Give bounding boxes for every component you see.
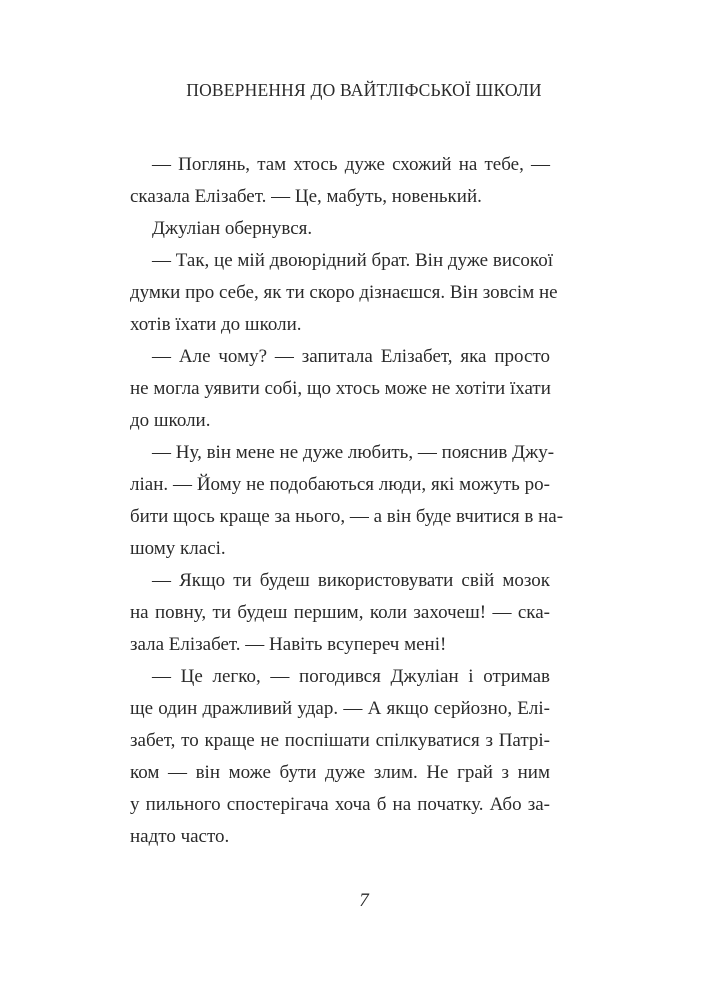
text-line: ліан. — Йому не подобаються люди, які можуть ро- xyxy=(130,474,550,495)
running-head: ПОВЕРНЕННЯ ДО ВАЙТЛІФСЬКОЇ ШКОЛИ xyxy=(186,80,542,100)
text-line: ком — він може бути дуже злим. Не грай з ним xyxy=(130,762,550,783)
text-line: — Якщо ти будеш використовувати свій мозок xyxy=(152,570,550,591)
text-line: сказала Елізабет. — Це, мабуть, новенький. xyxy=(130,186,482,207)
text-line: — Поглянь, там хтось дуже схожий на тебе, — xyxy=(152,154,550,175)
text-line: хотів їхати до школи. xyxy=(130,314,302,335)
text-line: — Ну, він мене не дуже любить, — пояснив Джу- xyxy=(152,442,555,463)
text-line: — Так, це мій двоюрідний брат. Він дуже високої xyxy=(152,250,553,271)
text-line: ще один дражливий удар. — А якщо серйозно, Елі- xyxy=(130,698,550,719)
text-line: у пильного спостерігача хоча б на початку. Або за- xyxy=(130,794,550,815)
text-line: шому класі. xyxy=(130,538,226,559)
text-line: надто часто. xyxy=(130,826,230,847)
text-line: до школи. xyxy=(130,410,211,431)
page-number: 7 xyxy=(359,890,369,911)
body-text xyxy=(130,149,564,853)
text-line: — Але чому? — запитала Елізабет, яка просто xyxy=(152,346,550,367)
text-line: зала Елізабет. — Навіть всупереч мені! xyxy=(130,634,447,655)
text-line: — Це легко, — погодився Джуліан і отримав xyxy=(152,666,550,687)
text-line: не могла уявити собі, що хтось може не хотіти їхати xyxy=(130,378,551,399)
text-line: забет, то краще не поспішати спілкуватися з Патрі- xyxy=(130,730,550,751)
text-line: бити щось краще за нього, — а він буде вчитися в на- xyxy=(130,506,564,527)
text-line: Джуліан обернувся. xyxy=(152,218,313,239)
text-line: думки про себе, як ти скоро дізнаєшся. Він зовсім не xyxy=(130,282,558,303)
text-line: на повну, ти будеш першим, коли захочеш! — ска- xyxy=(130,602,550,623)
